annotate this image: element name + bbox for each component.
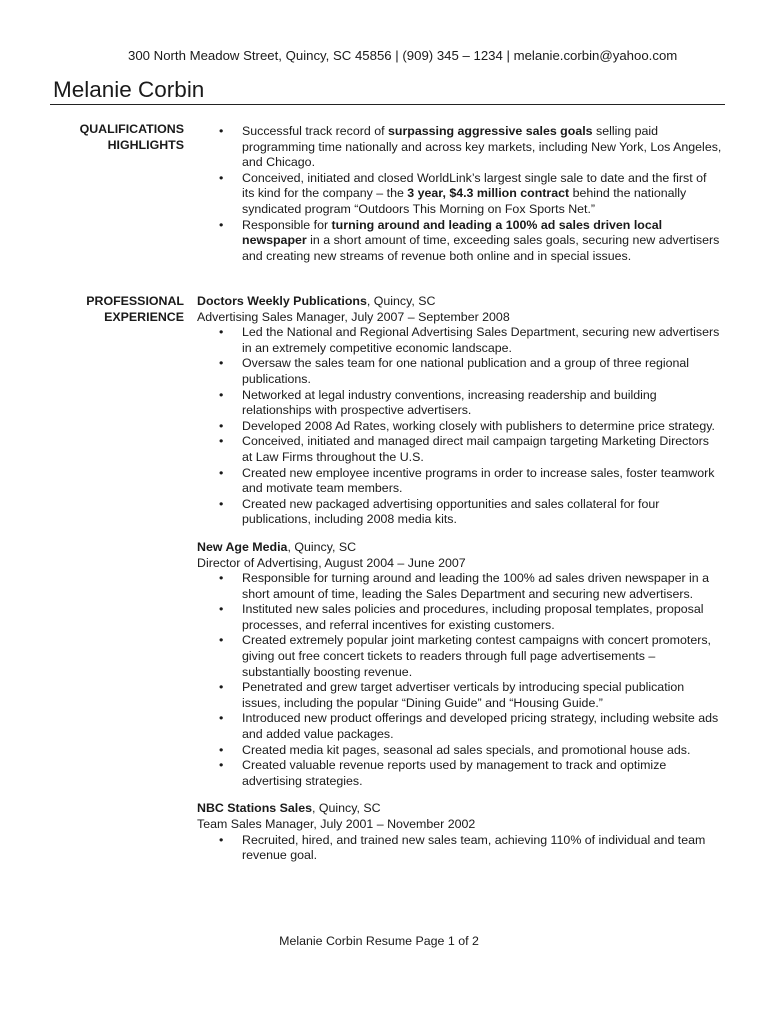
job-entry [197, 540, 722, 790]
duty-item: • Created media kit pages, seasonal ad sales specials, and promotional house ads. [197, 743, 722, 759]
item-text: behind the nationally syndicated program “Outdoors This Morning on Fox Sports Net.” [242, 186, 687, 216]
duty-item: • Introduced new product offerings and developed pricing strategy, including website ads and added value packages. [197, 711, 722, 742]
duty-item: • Created new employee incentive programs in order to increase sales, foster teamwork and motivate team members. [197, 466, 722, 497]
duty-item: • Created new packaged advertising opportunities and sales collateral for four publications, including 2008 media kits. [197, 497, 722, 528]
highlight-text: surpassing aggressive sales goals [388, 124, 593, 138]
experience-section [197, 294, 722, 864]
job-duties-list [197, 571, 722, 789]
company-name: NBC Stations Sales [197, 801, 312, 816]
qualifications-heading: QUALIFICATIONS HIGHLIGHTS [79, 122, 184, 152]
item-text: in a short amount of time, exceeding sales goals, securing new advertisers and creating new streams of revenue both online and in special issues. [242, 233, 720, 263]
duty-item: • Oversaw the sales team for one national publication and a group of three regional publications. [197, 356, 722, 387]
qualifications-section [197, 124, 722, 264]
job-duties-list [197, 325, 722, 528]
duty-item: • Created valuable revenue reports used by management to track and optimize advertising strategies. [197, 758, 722, 789]
duty-item: • Created extremely popular joint marketing contest campaigns with concert promoters, giving out free concert tickets to readers through full page advertisements – substantially boosting revenue. [197, 633, 722, 680]
duty-item: • Led the National and Regional Advertising Sales Department, securing new advertisers in an extremely competitive economic landscape. [197, 325, 722, 356]
company-location: , Quincy, SC [366, 294, 436, 308]
experience-heading: PROFESSIONAL EXPERIENCE [86, 294, 184, 324]
company-location: , Quincy, SC [287, 539, 357, 554]
job-duties-list [197, 833, 722, 864]
company-name: Doctors Weekly Publications [197, 294, 367, 308]
duty-item: • Conceived, initiated and managed direct mail campaign targeting Marketing Directors at Law Firms throughout the U.S. [197, 434, 722, 465]
page-footer: Melanie Corbin Resume Page 1 of 2 [279, 934, 479, 948]
duty-item: • Penetrated and grew target advertiser verticals by introducing special publication issues, including the popular “Dining Guide” and “Housing Guide.” [197, 680, 722, 711]
qualification-item [197, 171, 722, 218]
qualification-item [197, 218, 722, 265]
contact-line: 300 North Meadow Street, Quincy, SC 45856 | (909) 345 – 1234 | melanie.corbin@yahoo.com [128, 48, 678, 63]
duty-item: • Networked at legal industry conventions, increasing readership and building relationships with prospective advertisers. [197, 388, 722, 419]
company-location: , Quincy, SC [312, 801, 381, 816]
job-entry [197, 294, 722, 528]
item-text: Successful track record of [242, 124, 388, 138]
job-title: Team Sales Manager, July 2001 – November 2002 [197, 817, 476, 831]
qualifications-list [197, 124, 722, 264]
job-title: Advertising Sales Manager, July 2007 – September 2008 [197, 309, 510, 324]
item-text: selling paid programming time nationally and across key markets, including New York, Los Angeles, and Chicago. [242, 124, 722, 170]
duty-item: • Instituted new sales policies and procedures, including proposal templates, proposal processes, and referral incentives for existing customers. [197, 602, 722, 633]
duty-item: • Developed 2008 Ad Rates, working closely with publishers to determine price strategy. [197, 419, 722, 435]
item-text: Responsible for [242, 217, 332, 232]
job-entry [197, 801, 722, 863]
job-employer [197, 294, 722, 310]
item-text: Conceived, initiated and closed WorldLink’s largest single sale to date and the first of its kind for the company – the [242, 170, 707, 201]
candidate-name: Melanie Corbin [53, 77, 205, 102]
duty-item: • Responsible for turning around and leading the 100% ad sales driven newspaper in a short amount of time, leading the Sales Department and securing new advertisers. [197, 571, 722, 602]
highlight-text: turning around and leading a 100% ad sales driven local newspaper [242, 217, 663, 248]
header-divider [50, 104, 725, 105]
company-name: New Age Media [197, 539, 288, 554]
job-employer [197, 801, 722, 817]
highlight-text: 3 year, $4.3 million contract [407, 186, 570, 201]
job-title: Director of Advertising, August 2004 – June 2007 [197, 555, 466, 570]
duty-item: • Recruited, hired, and trained new sales team, achieving 110% of individual and team revenue goal. [197, 833, 722, 864]
qualification-item [197, 124, 722, 171]
job-employer [197, 540, 722, 556]
